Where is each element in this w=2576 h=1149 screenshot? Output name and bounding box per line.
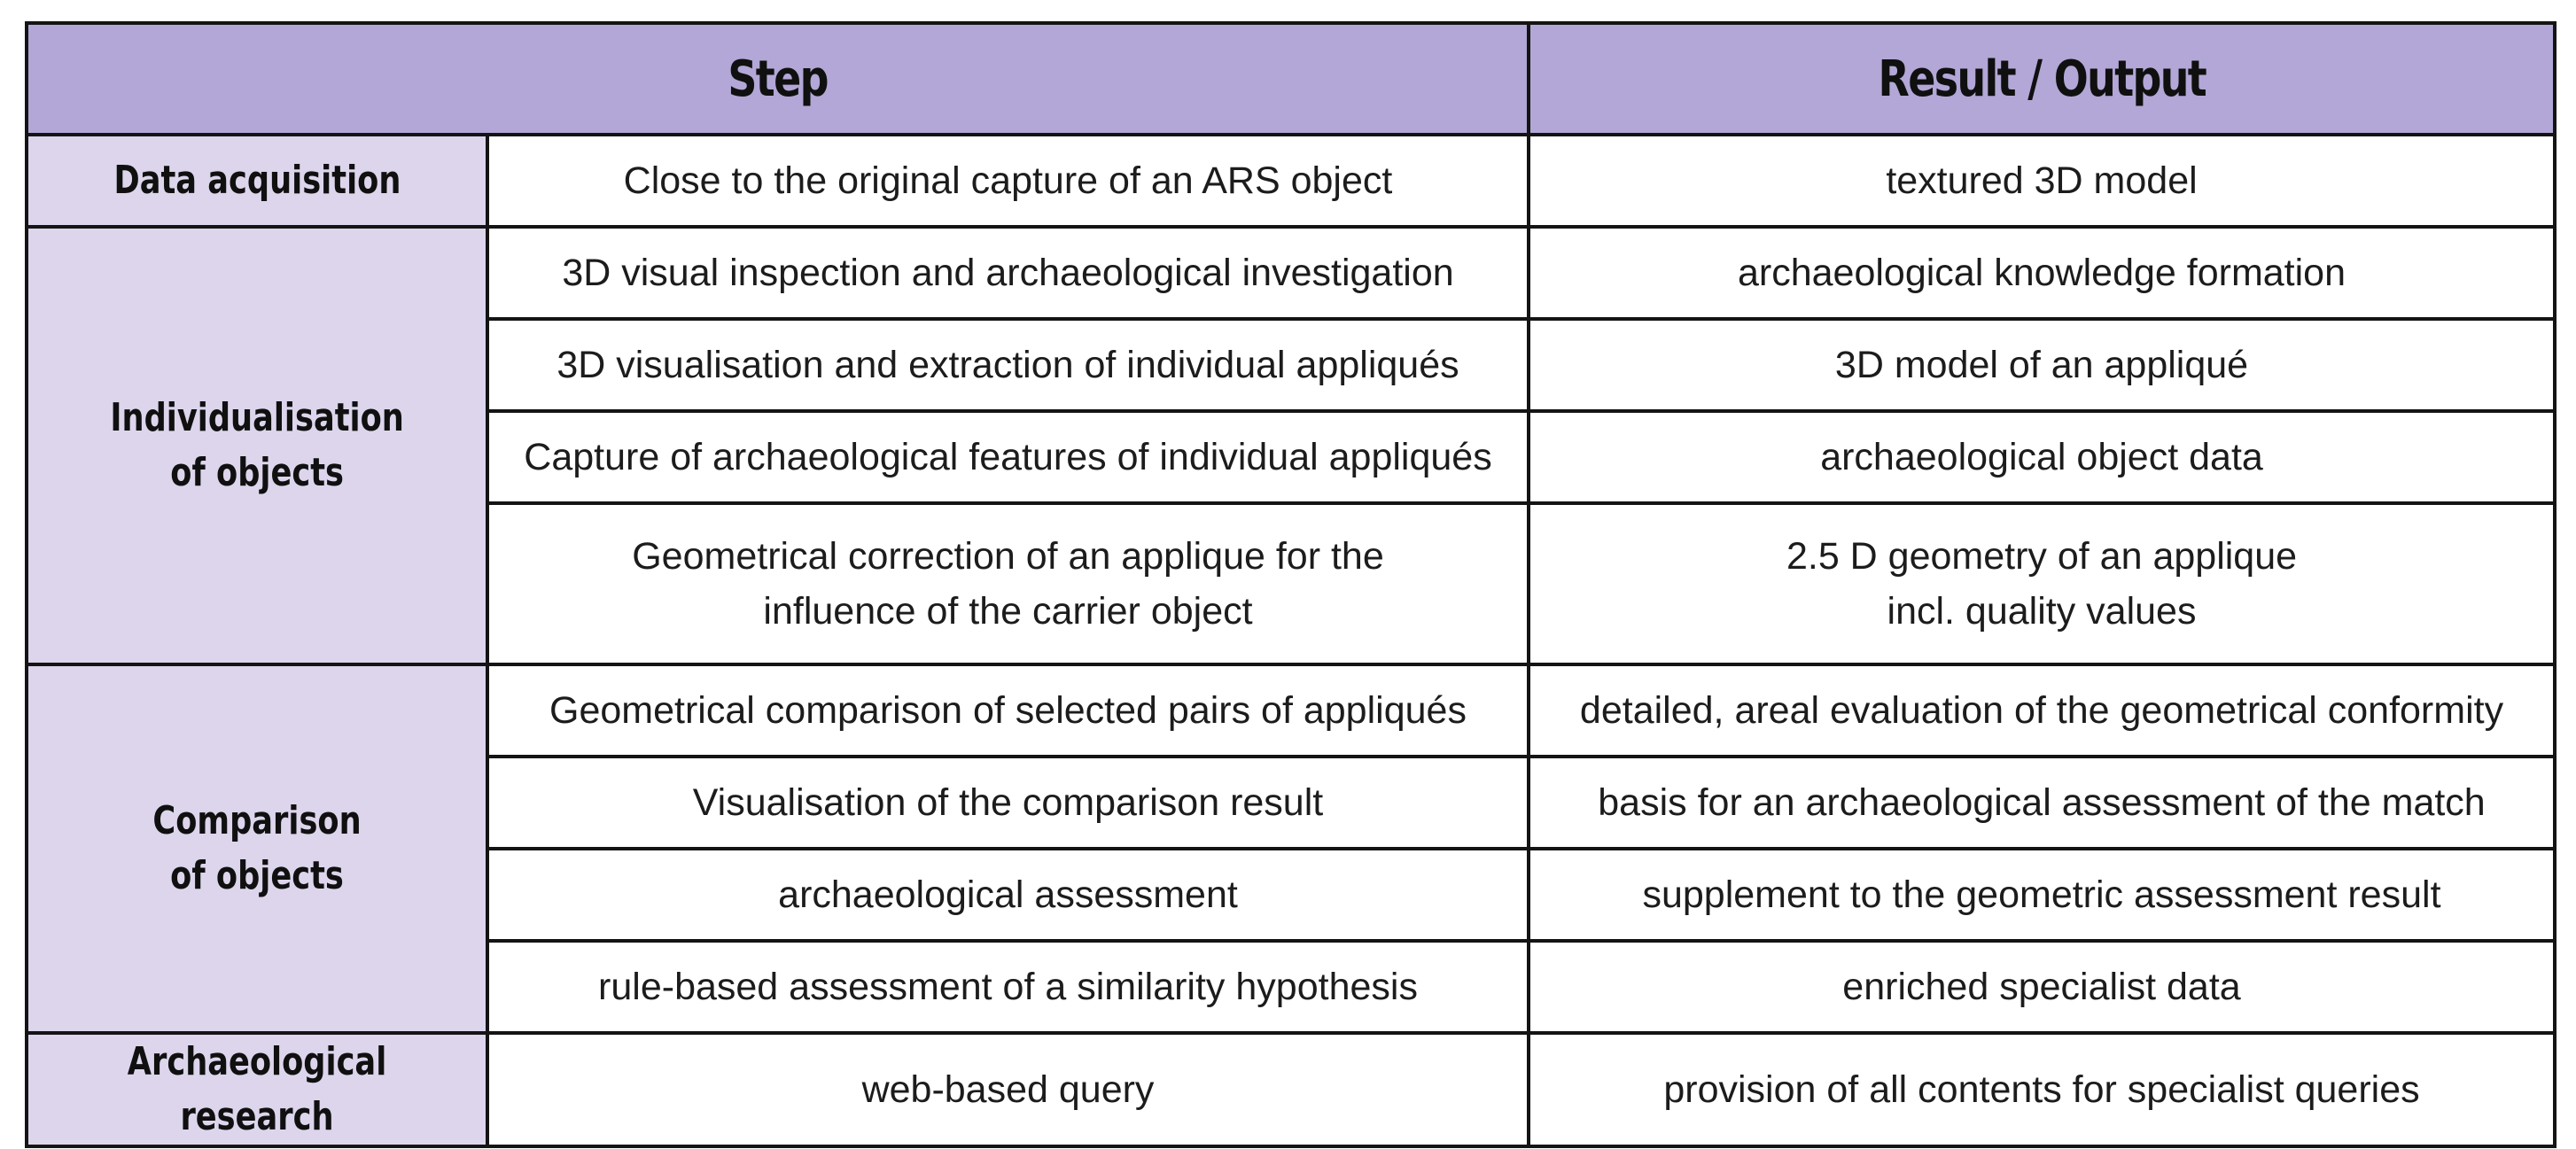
step-cell: Close to the original capture of an ARS object <box>487 135 1529 227</box>
group-label-comparison: Comparison of objects <box>27 664 487 1033</box>
result-cell: textured 3D model <box>1529 135 2555 227</box>
result-cell: supplement to the geometric assessment result <box>1529 849 2555 941</box>
result-cell: 2.5 D geometry of an applique incl. quality values <box>1529 503 2555 664</box>
result-cell: provision of all contents for specialist queries <box>1529 1033 2555 1146</box>
group-label-archaeological-research: Archaeological research <box>27 1033 487 1146</box>
step-cell: rule-based assessment of a similarity hypothesis <box>487 941 1529 1033</box>
step-cell: Capture of archaeological features of individual appliqués <box>487 411 1529 503</box>
workflow-table <box>25 21 2557 1148</box>
result-cell: detailed, areal evaluation of the geometrical conformity <box>1529 664 2555 757</box>
header-step: Step <box>27 23 1529 135</box>
step-cell: 3D visualisation and extraction of individual appliqués <box>487 319 1529 411</box>
group-label-data-acquisition: Data acquisition <box>27 135 487 227</box>
header-row <box>27 23 2555 135</box>
table-row <box>27 227 2555 319</box>
header-result: Result / Output <box>1529 23 2555 135</box>
result-cell: enriched specialist data <box>1529 941 2555 1033</box>
table-row <box>27 135 2555 227</box>
workflow-table-frame <box>25 21 2557 1148</box>
result-cell: 3D model of an appliqué <box>1529 319 2555 411</box>
result-cell: archaeological knowledge formation <box>1529 227 2555 319</box>
step-cell: Geometrical comparison of selected pairs of appliqués <box>487 664 1529 757</box>
step-cell: archaeological assessment <box>487 849 1529 941</box>
table-row <box>27 664 2555 757</box>
result-cell: archaeological object data <box>1529 411 2555 503</box>
step-cell: 3D visual inspection and archaeological investigation <box>487 227 1529 319</box>
step-cell: Visualisation of the comparison result <box>487 757 1529 849</box>
result-cell: basis for an archaeological assessment of the match <box>1529 757 2555 849</box>
step-cell: web-based query <box>487 1033 1529 1146</box>
group-label-individualisation: Individualisation of objects <box>27 227 487 664</box>
table-row <box>27 1033 2555 1146</box>
step-cell: Geometrical correction of an applique for the influence of the carrier object <box>487 503 1529 664</box>
